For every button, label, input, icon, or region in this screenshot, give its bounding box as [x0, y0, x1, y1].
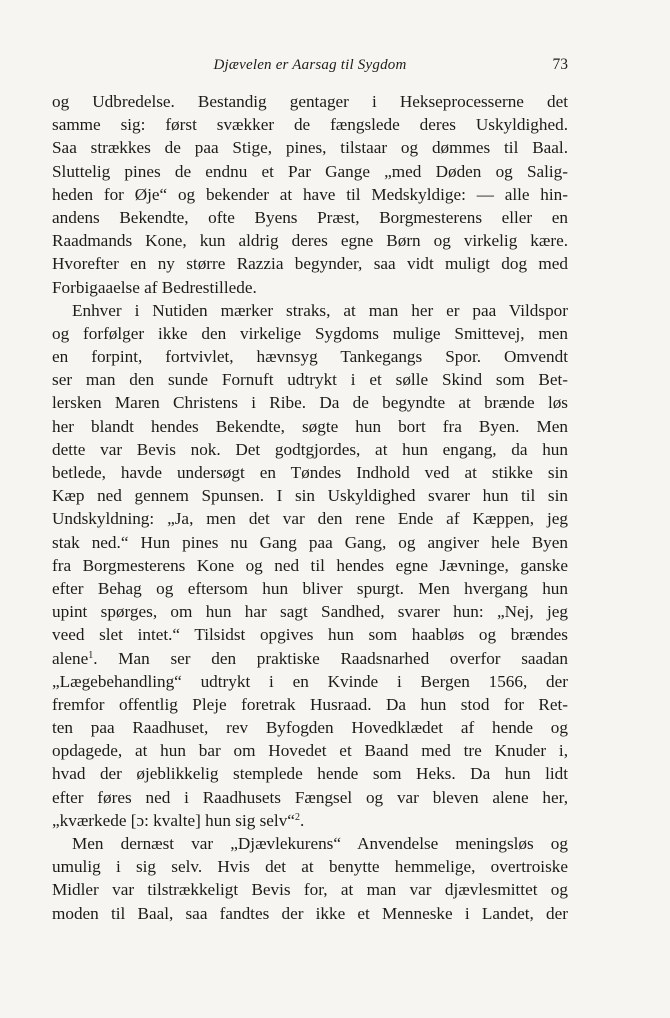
text-line: veed slet intet.“ Tilsidst opgives hun som haabløs og brændes	[52, 625, 568, 645]
text-line: her blandt hendes Bekendte, søgte hun bort fra Byen. Men	[52, 416, 568, 436]
text-line: fra Borgmesterens Kone og ned til hendes egne Jævninge, ganske	[52, 555, 568, 575]
text-line: Saa strækkes de paa Stige, pines, tilstaar og dømmes til Baal.	[52, 138, 568, 158]
text-line: Enhver i Nutiden mærker straks, at man her er paa Vildspor	[72, 300, 568, 320]
text-line: Kæp ned gennem Spunsen. I sin Uskyldighed svarer hun til sin	[52, 486, 568, 506]
text-line: samme sig: først svækker de fængslede deres Uskyldighed.	[52, 115, 568, 135]
text-line: dette var Bevis nok. Det godtgjordes, at hun engang, da hun	[52, 439, 568, 459]
text-line: „Lægebehandling“ udtrykt i en Kvinde i Bergen 1566, der	[52, 671, 568, 691]
text-line: andens Bekendte, ofte Byens Præst, Borgmesterens eller en	[52, 207, 568, 227]
text-line: hvad der øjeblikkelig stemplede hende som Heks. Da hun lidt	[52, 764, 568, 784]
text-line: Raadmands Kone, kun aldrig deres egne Børn og virkelig kære.	[52, 231, 568, 251]
text-line: en forpint, fortvivlet, hævnsyg Tankegangs Spor. Omvendt	[52, 347, 568, 367]
text-line-with-footnote	[52, 647, 568, 670]
footnote-marker[interactable]: 1	[88, 649, 94, 661]
text-line: fremfor offentlig Pleje foretrak Husraad. Da hun stod for Ret-	[52, 694, 568, 714]
text-line: Hvorefter en ny større Razzia begynder, saa vidt muligt dog med	[52, 254, 568, 274]
line-text: „kværkede [ɔ: kvalte] hun sig selv“	[52, 810, 295, 830]
text-line: efter føres ned i Raadhusets Fængsel og var bleven alene her,	[52, 787, 568, 807]
text-line: heden for Øje“ og bekender at have til Medskyldige: — alle hin-	[52, 184, 568, 204]
text-line: og forfølger ikke den virkelige Sygdoms mulige Smittevej, men	[52, 323, 568, 343]
text-line: Sluttelig pines de endnu et Par Gange „med Døden og Salig-	[52, 161, 568, 181]
line-text: .	[299, 810, 305, 830]
running-header	[52, 54, 568, 76]
line-text: alene	[52, 648, 89, 668]
text-line-with-footnote	[52, 809, 568, 832]
text-line: Undskyldning: „Ja, men det var den rene Ende af Kæppen, jeg	[52, 509, 568, 529]
text-line: ten paa Raadhuset, rev Byfogden Hovedklædet af hende og	[52, 718, 568, 738]
text-line: Men dernæst var „Djævlekurens“ Anvendelse meningsløs og	[72, 834, 568, 853]
text-line: og Udbredelse. Bestandig gentager i Hekseprocesserne det	[52, 92, 568, 111]
text-line: stak ned.“ Hun pines nu Gang paa Gang, og angiver hele Byen	[52, 532, 568, 552]
text-line: upint spørges, om hun har sagt Sandhed, svarer hun: „Nej, jeg	[52, 602, 568, 622]
text-line: ser man den sunde Fornuft udtrykt i et sølle Skind som Bet-	[52, 370, 568, 390]
text-line: betlede, havde undersøgt en Tøndes Indhold ved at stikke sin	[52, 463, 568, 482]
running-title: Djævelen er Aarsag til Sygdom	[213, 57, 407, 73]
text-line: moden til Baal, saa fandtes der ikke et Menneske i Landet, der	[52, 903, 568, 923]
body-text	[52, 90, 568, 925]
footnote-marker[interactable]: 2	[294, 811, 300, 823]
line-text: . Man ser den praktiske Raadsnarhed overfor saadan	[93, 648, 568, 668]
text-line: Forbigaaelse af Bedrestillede.	[52, 277, 257, 297]
text-line: lersken Maren Christens i Ribe. Da de begyndte at brænde løs	[52, 393, 568, 413]
page-number: 73	[552, 56, 568, 73]
text-line: Midler var tilstrækkeligt Bevis for, at man var djævlesmittet og	[52, 880, 568, 900]
text-line: umulig i sig selv. Hvis det at benytte hemmelige, overtroiske	[52, 857, 568, 877]
text-line: efter Behag og eftersom hun bliver spurgt. Men hvergang hun	[52, 578, 568, 598]
text-line: opdagede, at hun bar om Hovedet et Baand med tre Knuder i,	[52, 741, 568, 761]
